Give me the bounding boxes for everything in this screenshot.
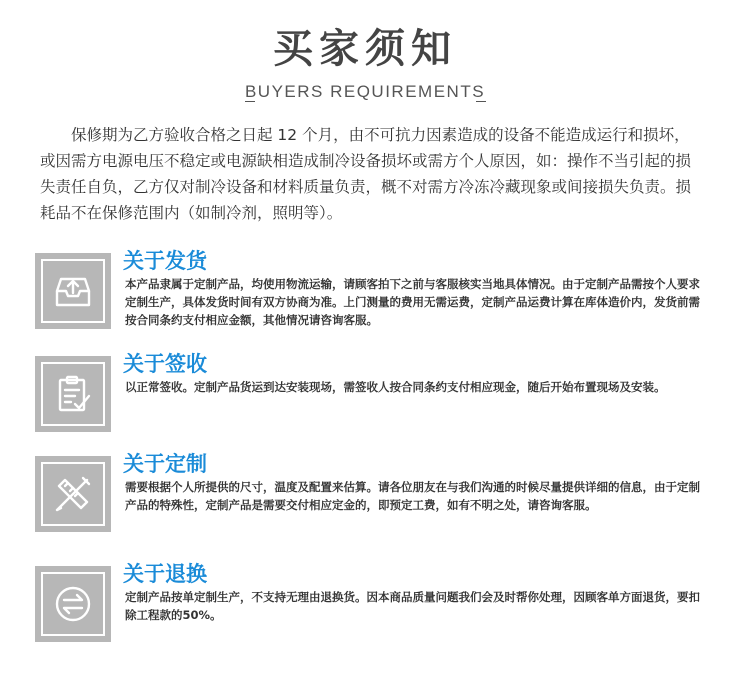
section-body: 以正常签收。定制产品货运到达安装现场，需签收人按合同条约支付相应现金，随后开始布置现场及安装。 bbox=[125, 380, 666, 394]
exchange-arrows-icon bbox=[51, 582, 95, 626]
section-icon-box bbox=[35, 253, 111, 329]
section-title: 关于发货 bbox=[123, 249, 207, 273]
page-subtitle: BUYERS REQUIREMENTS bbox=[244, 82, 486, 101]
warranty-intro: 保修期为乙方验收合格之日起 12 个月，由不可抗力因素造成的设备不能造成运行和损坏，或因需方电源电压不稳定或电源缺相造成制冷设备损坏或需方个人原因，如：操作不当引起的损失责任自负，乙方仅对制冷设备和材料质量负责，概不对需方冷冻冷藏现象或间接损失负责。损耗品不在保修范围内（如制冷剂，照明等）。 bbox=[40, 126, 692, 222]
section-body: 定制产品按单定制生产，不支持无理由退换货。因本商品质量问题我们会及时帮你处理，因顾客单方面退货，要扣除工程款的50%。 bbox=[125, 590, 700, 622]
inbox-tray-icon bbox=[51, 269, 95, 313]
section-body: 本产品隶属于定制产品，均使用物流运输，请顾客拍下之前与客服核实当地具体情况。由于定制产品需按个人要求定制生产，具体发货时间有双方协商为准。上门测量的费用无需运费，定制产品运费计算在库体造价内，发货前需按合同条约支付相应金额，其他情况请咨询客服。 bbox=[125, 277, 700, 327]
section-title: 关于退换 bbox=[123, 562, 207, 586]
ruler-pencil-icon bbox=[51, 472, 95, 516]
section-title: 关于签收 bbox=[123, 352, 207, 376]
clipboard-check-icon bbox=[51, 372, 95, 416]
section-icon-box bbox=[35, 356, 111, 432]
subtitle-divider-right bbox=[476, 101, 486, 102]
section-icon-box bbox=[35, 566, 111, 642]
section-body: 需要根据个人所提供的尺寸，温度及配置来估算。请各位朋友在与我们沟通的时候尽量提供详细的信息，由于定制产品的特殊性，定制产品是需要交付相应定金的，即预定工费，如有不明之处，请咨询客服。 bbox=[125, 480, 700, 512]
section-icon-box bbox=[35, 456, 111, 532]
section-title: 关于定制 bbox=[123, 452, 207, 476]
page-title: 买家须知 bbox=[273, 26, 457, 72]
